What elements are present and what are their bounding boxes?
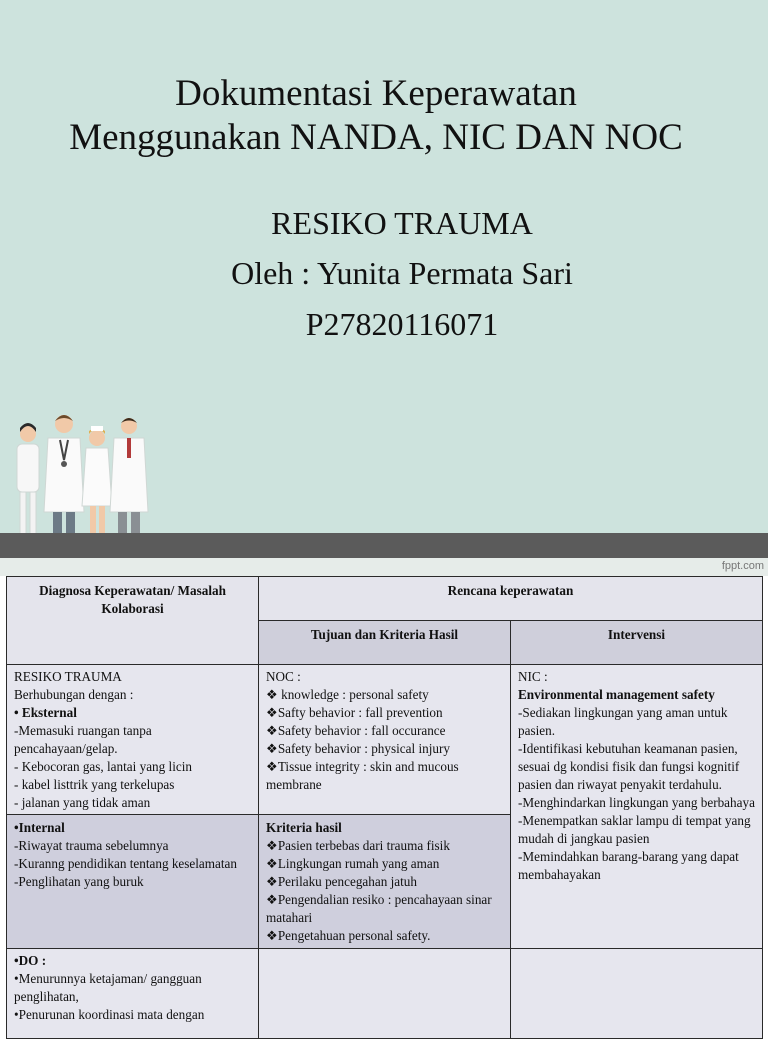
header-diagnosis: Diagnosa Keperawatan/ Masalah Kolaborasi <box>7 577 259 665</box>
do-heading: •DO : <box>14 953 47 968</box>
diagnosis-related: Berhubungan dengan : <box>14 687 134 702</box>
list-item: ❖Pengetahuan personal safety. <box>266 928 431 943</box>
header-tujuan: Tujuan dan Kriteria Hasil <box>259 621 511 665</box>
diagnosis-title: RESIKO TRAUMA <box>14 669 122 684</box>
list-item: ❖Pasien terbebas dari trauma fisik <box>266 838 450 853</box>
list-item: -Menghindarkan lingkungan yang berbahaya <box>518 795 755 810</box>
list-item: -Memasuki ruangan tanpa pencahayaan/gelap. <box>14 723 152 756</box>
nurse-figure-left <box>17 423 39 550</box>
header-intervensi: Intervensi <box>511 621 763 665</box>
internal-heading: •Internal <box>14 820 65 835</box>
noc-heading: NOC : <box>266 669 301 684</box>
list-item: -Memindahkan barang-barang yang dapat membahayakan <box>518 849 739 882</box>
list-item: ❖Tissue integrity : skin and mucous membrane <box>266 759 459 792</box>
nic-subheading: Environmental management safety <box>518 687 715 702</box>
list-item: - kabel listtrik yang terkelupas <box>14 777 175 792</box>
nic-heading: NIC : <box>518 669 548 684</box>
list-item: ❖Lingkungan rumah yang aman <box>266 856 440 871</box>
diagnosis-internal-cell <box>7 815 259 949</box>
list-item: -Riwayat trauma sebelumnya <box>14 838 169 853</box>
slide-student-id: P27820116071 <box>305 306 499 342</box>
list-item: ❖ knowledge : personal safety <box>266 687 429 702</box>
slide-title-line1: Dokumentasi Keperawatan <box>175 73 577 114</box>
list-item: -Menempatkan saklar lampu di tempat yang mudah di jangkau pasien <box>518 813 751 846</box>
list-item: -Penglihatan yang buruk <box>14 874 144 889</box>
nic-cell <box>511 665 763 949</box>
list-item: -Kuranng pendidikan tentang keselamatan <box>14 856 238 871</box>
list-item: ❖Safety behavior : fall occurance <box>266 723 446 738</box>
slide-author: Oleh : Yunita Permata Sari <box>231 255 573 291</box>
list-item: -Sediakan lingkungan yang aman untuk pasien. <box>518 705 728 738</box>
doctor-figure-center <box>44 415 84 550</box>
criteria-heading: Kriteria hasil <box>266 820 342 835</box>
list-item: ❖Safety behavior : physical injury <box>266 741 450 756</box>
diagnosis-external-cell <box>7 665 259 815</box>
empty-cell <box>511 949 763 1039</box>
nursing-care-plan-table <box>6 576 763 1039</box>
list-item: - jalanan yang tidak aman <box>14 795 151 810</box>
slide-footer-strip <box>0 558 768 576</box>
doctor-figure-right <box>110 418 148 550</box>
list-item: - Kebocoran gas, lantai yang licin <box>14 759 192 774</box>
list-item: •Menurunnya ketajaman/ gangguan penglihatan, <box>14 971 202 1004</box>
empty-cell <box>259 949 511 1039</box>
watermark: fppt.com <box>721 560 764 572</box>
criteria-cell <box>259 815 511 949</box>
external-heading: • Eksternal <box>14 705 77 720</box>
slide-floor-band <box>0 533 768 558</box>
list-item: ❖Safty behavior : fall prevention <box>266 705 443 720</box>
list-item: •Penurunan koordinasi mata dengan <box>14 1007 205 1022</box>
list-item: -Identifikasi kebutuhan keamanan pasien, sesuai dg kondisi fisik dan fungsi kognitif pasien dan riwayat penyakit terdahulu. <box>518 741 740 792</box>
noc-cell <box>259 665 511 815</box>
slide-subtitle: RESIKO TRAUMA <box>271 205 533 241</box>
list-item: ❖Perilaku pencegahan jatuh <box>266 874 417 889</box>
diagnosis-do-cell <box>7 949 259 1039</box>
list-item: ❖Pengendalian resiko : pencahayaan sinar matahari <box>266 892 492 925</box>
slide-title-line2: Menggunakan NANDA, NIC DAN NOC <box>69 117 683 158</box>
header-rencana: Rencana keperawatan <box>259 577 763 621</box>
